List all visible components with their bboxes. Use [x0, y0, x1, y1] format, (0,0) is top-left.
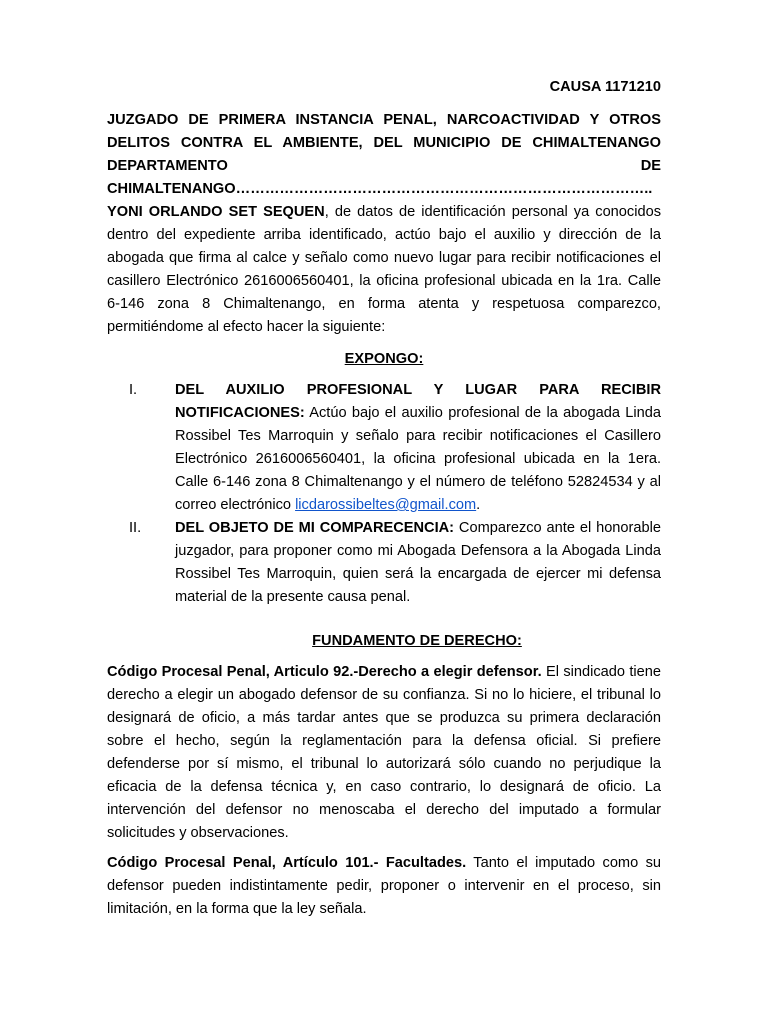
list-item-number: II.: [129, 520, 142, 536]
document-page: [107, 76, 661, 921]
fundamento-heading: FUNDAMENTO DE DERECHO:: [312, 633, 522, 649]
court-line-3: [107, 155, 661, 178]
email-link[interactable]: licdarossibeltes@gmail.com: [295, 497, 477, 513]
intro-paragraph: [107, 201, 661, 339]
article-text: Tanto el imputado como su defensor pueden indistintamente pedir, proponer o intervenir en el proceso, sin limitación, en la forma que la ley señala.: [107, 855, 661, 917]
list-item-title: DEL OBJETO DE MI COMPARECENCIA:: [175, 520, 455, 536]
list-item-text: Comparezco ante el honorable juzgador, para proponer como mi Abogada Defensora a la Abogada Linda Rossibel Tes Marroquin, quien será la encargada de ejercer mi defensa material de la presente causa penal.: [175, 520, 661, 605]
list-item: [107, 517, 661, 609]
article-paragraph: [107, 661, 661, 845]
court-line-1: JUZGADO DE PRIMERA INSTANCIA PENAL, NARCOACTIVIDAD Y OTROS: [107, 112, 661, 128]
case-number: CAUSA 1171210: [549, 79, 661, 95]
list-item-text: Actúo bajo el auxilio profesional de la abogada Linda Rossibel Tes Marroquin y señalo para recibir notificaciones el Casillero Electrónico 2616006560401, la oficina profesional ubicada en la 1era. Calle 6-146 zona 8 Chimaltenango y el número de teléfono 52824534 y al correo electrónico: [175, 405, 661, 513]
defendant-name: YONI ORLANDO SET SEQUEN: [107, 204, 325, 220]
court-header: [107, 109, 661, 201]
court-line-2: DELITOS CONTRA EL AMBIENTE, DEL MUNICIPIO DE CHIMALTENANGO: [107, 135, 661, 151]
expongo-heading: EXPONGO:: [344, 351, 424, 367]
court-line-4: CHIMALTENANGO…………………………………………………………………………..: [107, 181, 653, 197]
list-item-number: I.: [129, 382, 138, 398]
expongo-list: [107, 379, 661, 609]
intro-text: , de datos de identificación personal ya conocidos dentro del expediente arriba identificado, actúo bajo el auxilio y dirección de la abogada que firma al calce y señalo como nuevo lugar para recibir notificaciones el casillero Electrónico 2616006560401, la oficina profesional ubicada en la 1ra. Calle 6-146 zona 8 Chimaltenango, en forma atenta y respetuosa comparezco, permitiéndome al efecto hacer la siguiente:: [107, 204, 661, 335]
list-item-after: .: [476, 497, 481, 513]
court-line-3-left: DEPARTAMENTO: [107, 158, 228, 174]
list-item-title: DEL AUXILIO PROFESIONAL Y LUGAR PARA RECIBIR NOTIFICACIONES:: [175, 382, 661, 421]
list-item: [107, 379, 661, 517]
court-line-3-right: DE: [640, 158, 661, 174]
article-title: Código Procesal Penal, Artículo 101.- Facultades.: [107, 855, 467, 871]
article-paragraph: [107, 852, 661, 921]
article-title: Código Procesal Penal, Articulo 92.-Derecho a elegir defensor.: [107, 664, 542, 680]
article-text: El sindicado tiene derecho a elegir un abogado defensor de su confianza. Si no lo hiciere, el tribunal lo designará de oficio, a más tardar antes que se produzca su primera declaración sobre el hecho, según la reglamentación para la defensa oficial. Si prefiere defenderse por sí mismo, el tribunal lo autorizará sólo cuando no perjudique la eficacia de la defensa técnica y, en caso contrario, lo designará de oficio. La intervención del defensor no menoscaba el derecho del imputado a formular solicitudes y observaciones.: [107, 664, 661, 841]
